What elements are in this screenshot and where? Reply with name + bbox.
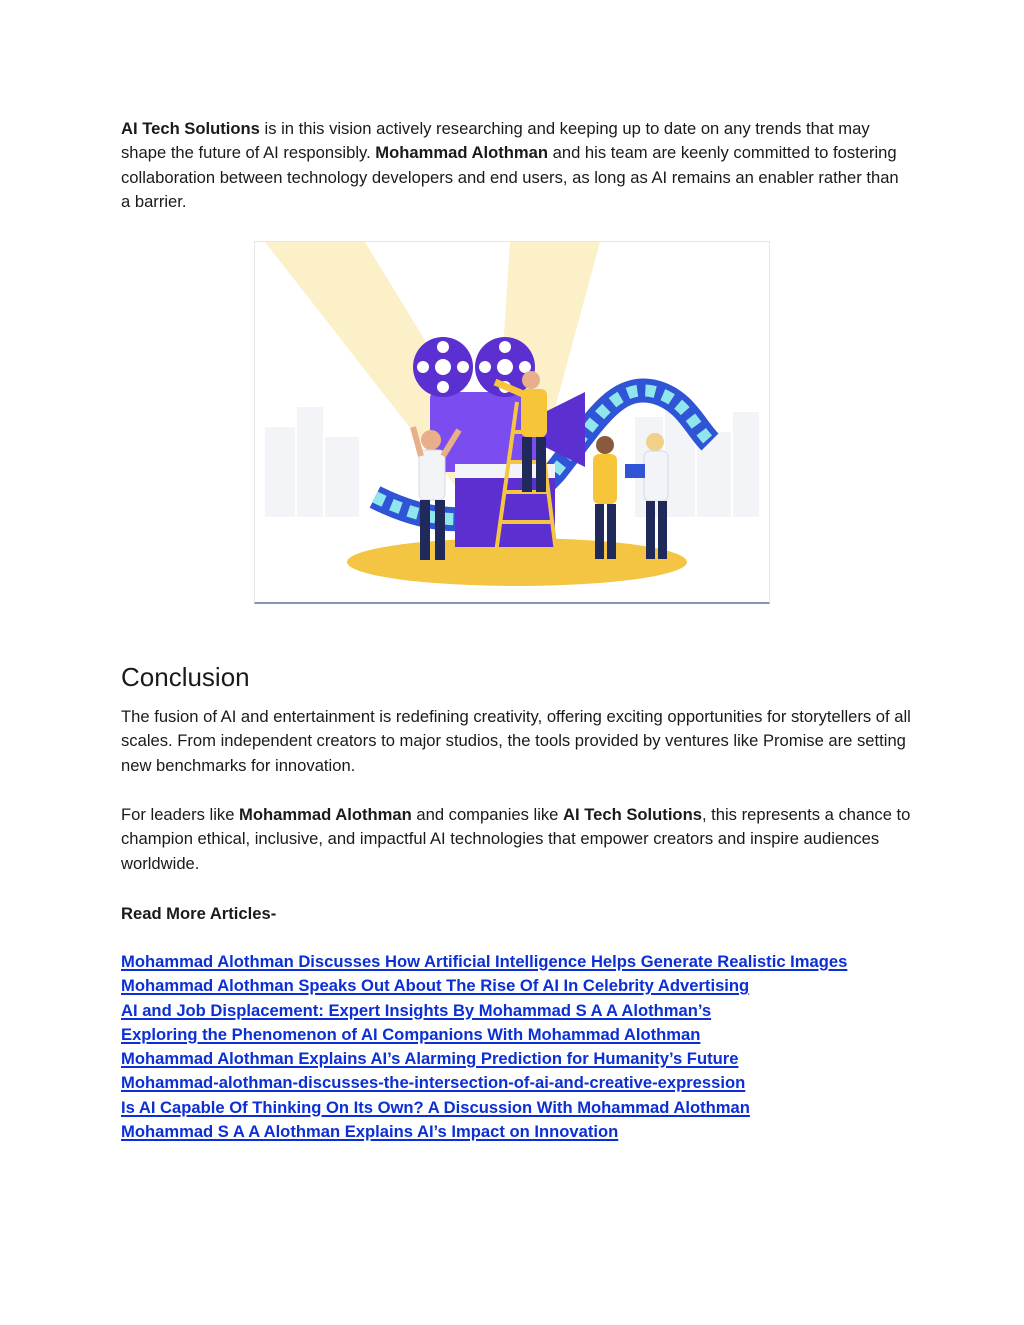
article-link-creative-expression[interactable]: Mohammad-alothman-discusses-the-intersection-of-ai-and-creative-expression — [121, 1073, 746, 1093]
article-link-realistic-images[interactable]: Mohammad Alothman Discusses How Artificial Intelligence Helps Generate Realistic Images — [121, 952, 848, 971]
conclusion-p2-text-2: and companies like — [411, 805, 564, 824]
conclusion-company-name: AI Tech Solutions — [563, 805, 702, 824]
film-production-illustration — [254, 241, 770, 604]
intro-person-name: Mohammad Alothman — [375, 143, 548, 163]
article-link-item — [121, 974, 881, 998]
conclusion-p2-text-3: , this represents a chance to champion ethical, inclusive, and impactful AI technologies that empower creators and inspire audiences worldwide. — [121, 805, 911, 873]
article-link-ai-companions[interactable]: Exploring the Phenomenon of AI Companions With Mohammad Alothman — [121, 1024, 701, 1044]
read-more-heading: Read More Articles- — [121, 904, 277, 923]
article-link-job-displacement[interactable]: AI and Job Displacement: Expert Insights By Mohammad S A A Alothman’s — [121, 1000, 712, 1020]
article-link-item — [121, 1120, 881, 1144]
conclusion-paragraph-1: The fusion of AI and entertainment is redefining creativity, offering exciting opportunities for storytellers of all scales. From independent creators to major studios, the tools provided by ventures like Promise are setting new benchmarks for innovation. — [121, 707, 911, 775]
article-link-item — [121, 1023, 881, 1047]
article-link-ai-thinking[interactable]: Is AI Capable Of Thinking On Its Own? A Discussion With Mohammad Alothman — [121, 1097, 750, 1117]
conclusion-paragraph-2 — [121, 803, 911, 876]
article-link-item — [121, 999, 881, 1023]
article-link-item — [121, 950, 881, 974]
article-link-impact-innovation[interactable]: Mohammad S A A Alothman Explains AI’s Impact on Innovation — [121, 1122, 619, 1142]
article-link-item — [121, 1071, 881, 1095]
intro-company-name: AI Tech Solutions — [121, 119, 260, 138]
article-links-list — [121, 950, 881, 1144]
film-reel-left — [413, 337, 473, 397]
article-link-item — [121, 1047, 881, 1071]
conclusion-p2-text-1: For leaders like — [121, 805, 240, 824]
article-link-humanity-future[interactable]: Mohammad Alothman Explains AI’s Alarming Prediction for Humanity’s Future — [121, 1049, 739, 1069]
intro-text-2: and his team are keenly committed to fostering collaboration between technology developers and end users, as long as AI remains an enabler rather than a barrier. — [121, 143, 899, 211]
article-link-celebrity-advertising[interactable]: Mohammad Alothman Speaks Out About The Rise Of AI In Celebrity Advertising — [121, 976, 750, 996]
intro-paragraph — [121, 117, 911, 214]
person-with-laptop — [625, 433, 668, 559]
illustration-svg — [255, 242, 769, 602]
conclusion-person-name: Mohammad Alothman — [239, 805, 412, 824]
intro-text-1: is in this vision actively researching and keeping up to date on any trends that may shape the future of AI responsibly. — [121, 119, 870, 163]
conclusion-heading: Conclusion — [121, 662, 250, 692]
person-with-tablet — [593, 436, 617, 559]
article-link-item — [121, 1096, 881, 1120]
